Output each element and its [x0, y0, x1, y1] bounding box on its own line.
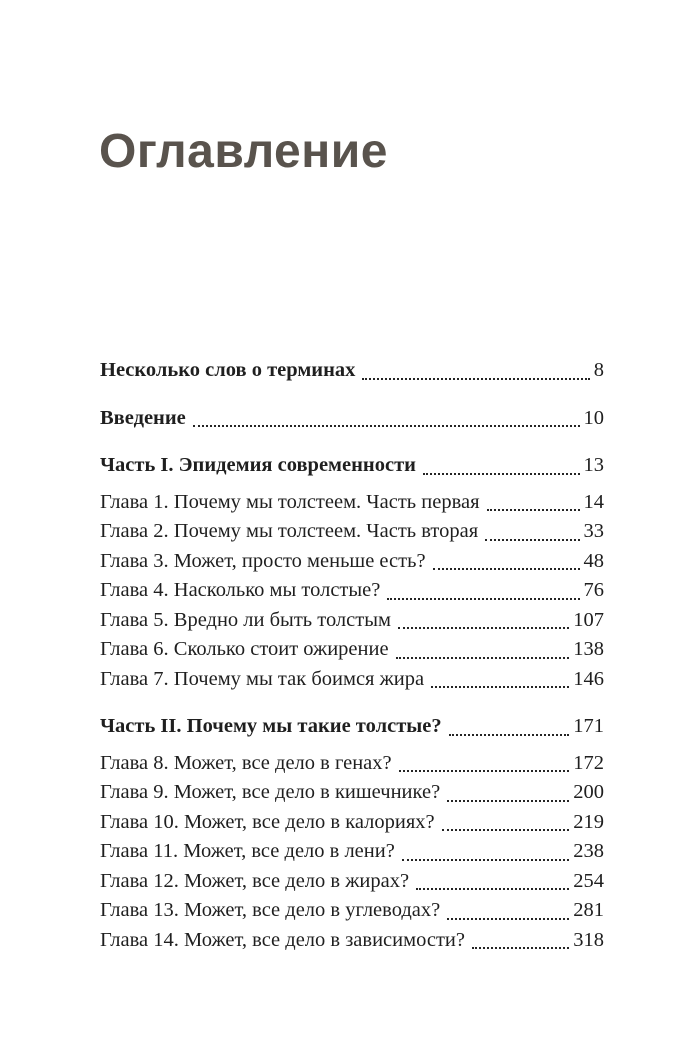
- dot-leader: [472, 947, 569, 949]
- toc-entry-page: 14: [583, 490, 604, 513]
- dot-leader: [399, 770, 570, 772]
- toc-entry-page: 107: [573, 608, 604, 631]
- toc-entry-page: 13: [583, 454, 604, 476]
- toc-entry-page: 146: [573, 667, 604, 690]
- toc-entry[interactable]: [100, 808, 604, 838]
- toc-entry[interactable]: [100, 896, 604, 926]
- toc-entry-page: 318: [573, 928, 604, 951]
- dot-leader: [449, 734, 570, 736]
- toc-entry-page: 281: [573, 899, 604, 921]
- toc-entry[interactable]: [100, 926, 604, 956]
- toc-entry[interactable]: [100, 606, 604, 636]
- toc-entry-label: Глава 10. Может, все дело в калориях?: [100, 810, 435, 833]
- toc-entry-label: Глава 14. Может, все дело в зависимости?: [100, 928, 465, 951]
- dot-leader: [402, 859, 569, 861]
- dot-leader: [416, 888, 569, 890]
- toc-entry-label: Глава 5. Вредно ли быть толстым: [100, 608, 391, 631]
- toc-entry[interactable]: [100, 867, 604, 897]
- toc-entry-label: Часть I. Эпидемия современности: [100, 454, 416, 476]
- toc-entry[interactable]: [100, 488, 604, 518]
- dot-leader: [485, 539, 579, 541]
- dot-leader: [423, 473, 580, 475]
- toc-entry-label: Глава 11. Может, все дело в лени?: [100, 840, 395, 862]
- dot-leader: [396, 657, 570, 659]
- dot-leader: [193, 425, 580, 427]
- dot-leader: [487, 509, 580, 511]
- toc-entry-page: 10: [583, 406, 604, 429]
- page-title: Оглавление: [99, 125, 388, 178]
- toc-entry-page: 33: [583, 520, 604, 542]
- dot-leader: [447, 800, 569, 802]
- dot-leader: [387, 598, 579, 600]
- toc-entry[interactable]: [100, 451, 604, 481]
- toc-entry[interactable]: [100, 404, 604, 434]
- toc-entry[interactable]: [100, 665, 604, 695]
- toc-entry-page: 172: [573, 751, 604, 774]
- toc-entry-label: Глава 3. Может, просто меньше есть?: [100, 549, 426, 572]
- toc-entry[interactable]: [100, 517, 604, 547]
- toc-entry[interactable]: [100, 576, 604, 606]
- toc-entry-label: Глава 13. Может, все дело в углеводах?: [100, 899, 441, 921]
- toc-entry-page: 171: [573, 715, 604, 737]
- toc-entry-page: 76: [583, 579, 604, 601]
- toc-entry-label: Глава 2. Почему мы толстеем. Часть вторая: [100, 520, 479, 542]
- toc-entry-label: Глава 1. Почему мы толстеем. Часть первая: [100, 490, 480, 513]
- toc-entry-label: Глава 8. Может, все дело в генах?: [100, 751, 392, 774]
- toc-entry[interactable]: [100, 547, 604, 577]
- dot-leader: [433, 568, 580, 570]
- toc-entry-page: 8: [593, 359, 604, 381]
- toc-entry-label: Введение: [100, 406, 186, 429]
- toc-entry-page: 238: [573, 840, 604, 862]
- toc-entry[interactable]: [100, 778, 604, 808]
- toc-entry-label: Глава 12. Может, все дело в жирах?: [100, 869, 410, 892]
- toc-entry-page: 138: [573, 638, 604, 660]
- table-of-contents: [100, 356, 604, 955]
- toc-entry-page: 200: [573, 781, 604, 803]
- dot-leader: [447, 918, 569, 920]
- toc-entry-page: 48: [583, 549, 604, 572]
- dot-leader: [442, 829, 570, 831]
- toc-entry[interactable]: [100, 712, 604, 742]
- toc-entry[interactable]: [100, 749, 604, 779]
- toc-entry[interactable]: [100, 356, 604, 386]
- toc-entry-label: Глава 7. Почему мы так боимся жира: [100, 667, 425, 690]
- toc-entry-label: Часть II. Почему мы такие толстые?: [100, 715, 442, 737]
- dot-leader: [362, 378, 589, 380]
- toc-entry-page: 254: [573, 869, 604, 892]
- dot-leader: [431, 686, 569, 688]
- toc-entry-label: Глава 6. Сколько стоит ожирение: [100, 638, 389, 660]
- toc-entry-page: 219: [573, 810, 604, 833]
- toc-entry-label: Несколько слов о терминах: [100, 359, 356, 381]
- toc-entry-label: Глава 4. Насколько мы толстые?: [100, 579, 381, 601]
- toc-entry[interactable]: [100, 635, 604, 665]
- toc-entry-label: Глава 9. Может, все дело в кишечнике?: [100, 781, 441, 803]
- toc-entry[interactable]: [100, 837, 604, 867]
- dot-leader: [398, 627, 569, 629]
